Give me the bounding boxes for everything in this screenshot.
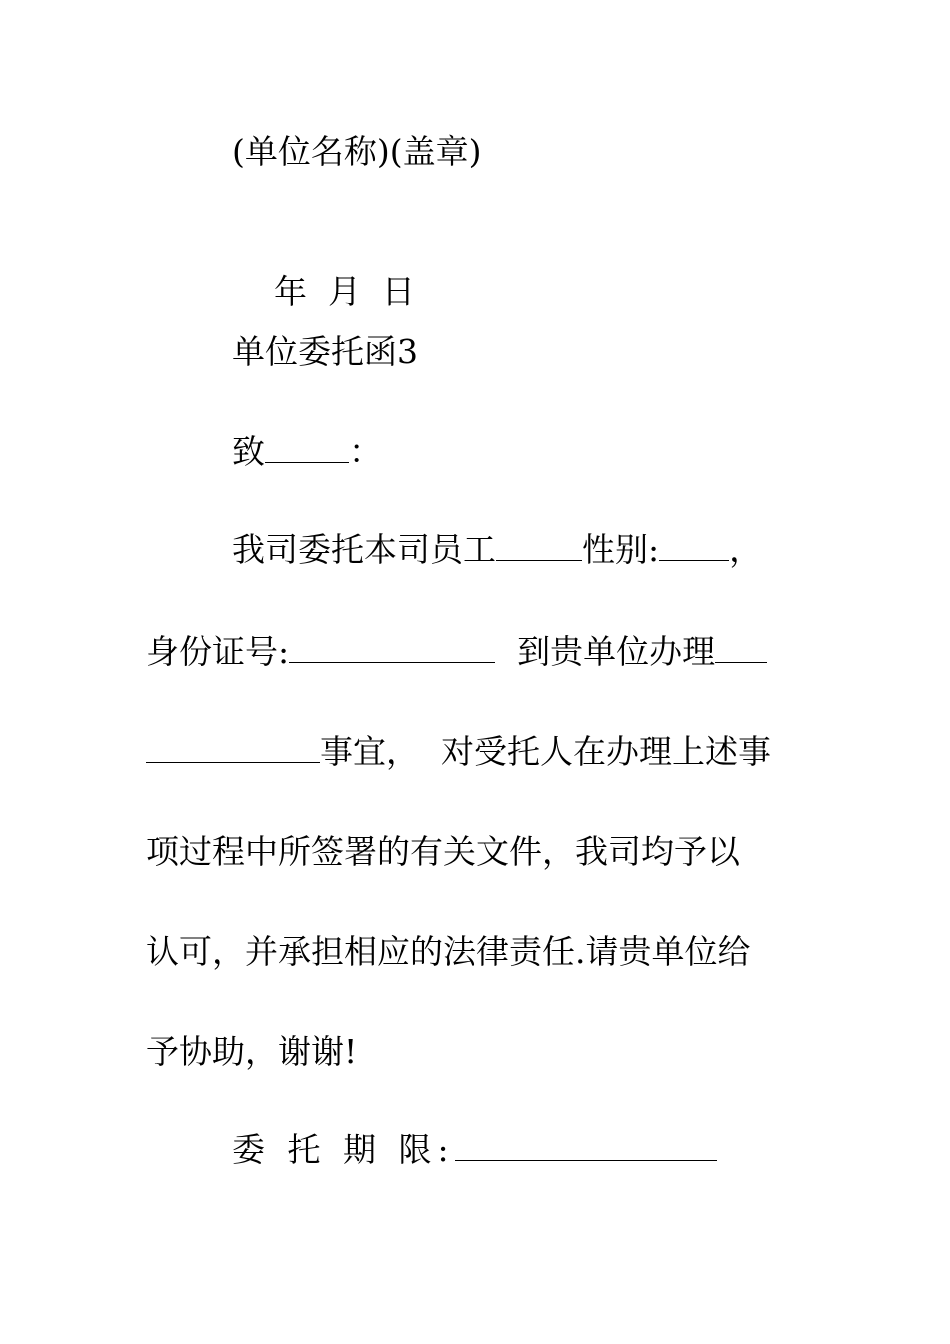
recipient-prefix: 致	[232, 432, 265, 471]
term-blank	[455, 1132, 717, 1161]
unit-seal-line	[232, 132, 892, 172]
unit-seal-text: (单位名称)(盖章)	[232, 132, 482, 171]
matter-blank-start	[715, 634, 767, 663]
letter-title	[232, 332, 892, 372]
body-text-1c: ，	[729, 530, 763, 569]
body-line-3	[146, 732, 806, 772]
recipient-blank	[265, 434, 349, 463]
gender-blank	[659, 532, 729, 561]
body-text-1a: 我司委托本司员工	[232, 530, 496, 569]
body-line-5	[146, 932, 806, 972]
recipient-suffix: ：	[349, 432, 382, 471]
term-line	[232, 1130, 892, 1170]
body-text-2a: 身份证号:	[146, 632, 290, 671]
body-text-4: 项过程中所签署的有关文件，我司均予以	[146, 832, 740, 871]
body-text-3a: 事宜，	[320, 732, 419, 771]
body-text-3b: 对受托人在办理上述事	[441, 732, 771, 771]
body-line-4	[146, 832, 806, 872]
employee-name-blank	[496, 532, 582, 561]
body-line-1	[232, 530, 892, 570]
matter-blank-end	[146, 734, 320, 763]
id-number-blank	[289, 634, 495, 663]
body-text-5: 认可，并承担相应的法律责任.请贵单位给	[146, 932, 751, 971]
body-text-2b: 到贵单位办理	[517, 632, 716, 671]
body-text-1b: 性别:	[582, 530, 660, 569]
body-text-6: 予协助，谢谢!	[146, 1032, 358, 1071]
date-text: 年 月 日	[273, 272, 415, 311]
recipient-line	[232, 432, 892, 472]
body-line-6	[146, 1032, 806, 1072]
body-line-2	[146, 632, 806, 672]
letter-title-text: 单位委托函3	[232, 332, 418, 371]
term-label: 委 托 期 限:	[232, 1130, 455, 1169]
